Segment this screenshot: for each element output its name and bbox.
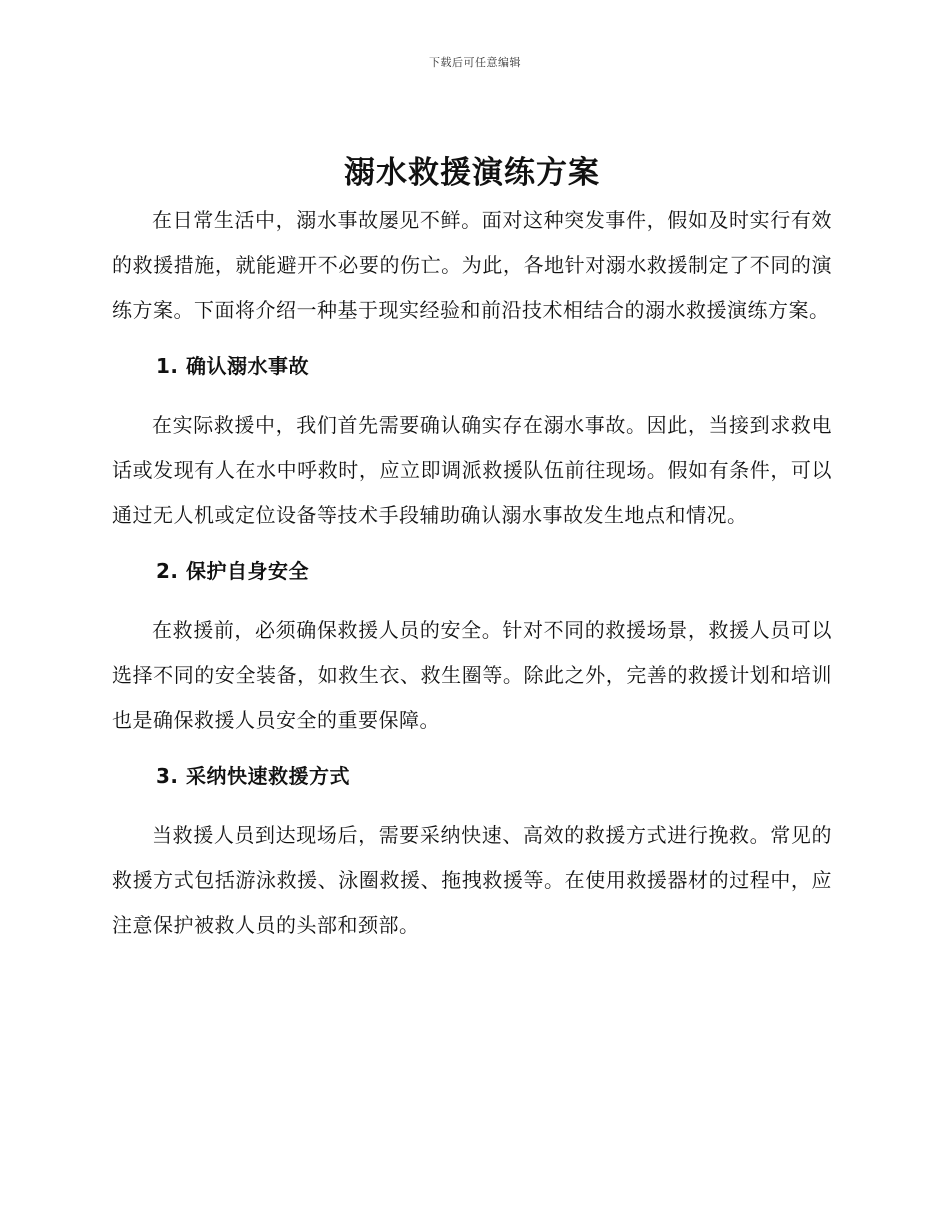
section-heading-2: 2. 保护自身安全	[156, 559, 309, 583]
document-title: 溺水救援演练方案	[344, 155, 600, 191]
section-heading-1: 1. 确认溺水事故	[156, 354, 309, 378]
header-note: 下载后可任意编辑	[429, 56, 521, 69]
document-body	[112, 148, 832, 948]
section-body-3: 当救援人员到达现场后，需要采纳快速、高效的救援方式进行挽救。常见的救援方式包括游泳救援、泳圈救援、拖拽救援等。在使用救援器材的过程中，应注意保护被救人员的头部和颈部。	[112, 823, 832, 937]
intro-paragraph: 在日常生活中，溺水事故屡见不鲜。面对这种突发事件，假如及时实行有效的救援措施，就能避开不必要的伤亡。为此，各地针对溺水救援制定了不同的演练方案。下面将介绍一种基于现实经验和前沿技术相结合的溺水救援演练方案。	[112, 208, 832, 322]
section-heading-3: 3. 采纳快速救援方式	[156, 764, 350, 788]
section-body-2: 在救援前，必须确保救援人员的安全。针对不同的救援场景，救援人员可以选择不同的安全装备，如救生衣、救生圈等。除此之外，完善的救援计划和培训也是确保救援人员安全的重要保障。	[112, 618, 832, 732]
section-body-1: 在实际救援中，我们首先需要确认确实存在溺水事故。因此，当接到求救电话或发现有人在水中呼救时，应立即调派救援队伍前往现场。假如有条件，可以通过无人机或定位设备等技术手段辅助确认溺水事故发生地点和情况。	[112, 413, 832, 527]
